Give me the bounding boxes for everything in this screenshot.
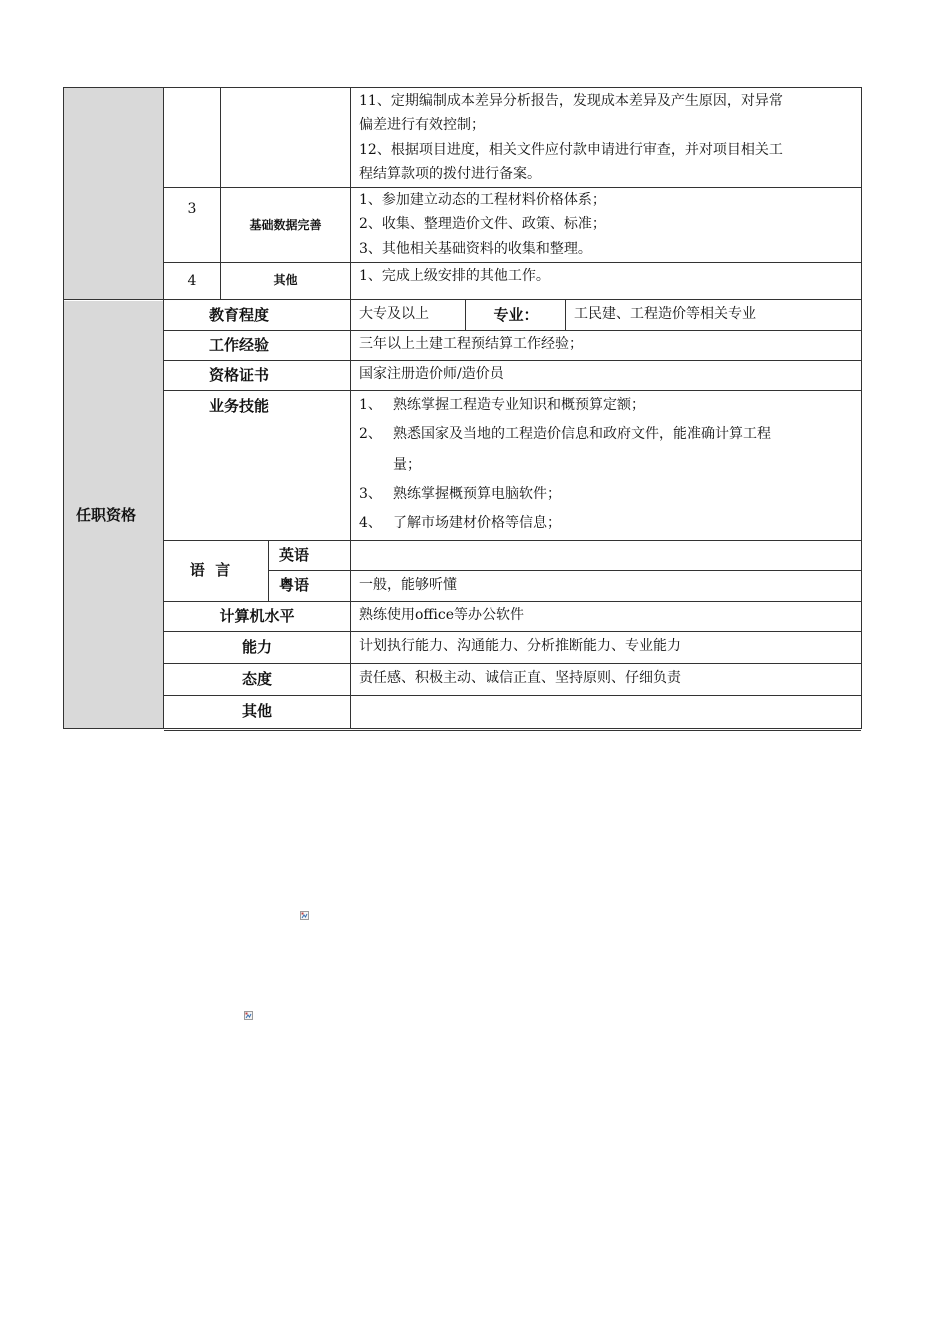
cantonese-value: 一般，能够听懂 [359,577,457,593]
skills-label: 业务技能 [208,397,269,415]
language-label: 语 言 [189,561,231,579]
duty-line: 偏差进行有效控制； [359,117,485,133]
experience-value: 三年以上土建工程预结算工作经验； [359,336,583,352]
broken-image-icon [244,1005,253,1014]
skill-number: 1、 [359,397,382,413]
duty-line: 1、参加建立动态的工程材料价格体系； [359,192,606,208]
education-label: 教育程度 [208,306,269,324]
duty-line: 2、收集、整理造价文件、政策、标准； [359,216,606,232]
duty-line: 12、根据项目进度，相关文件应付款申请进行审查，并对项目相关工 [359,142,783,158]
certificate-value: 国家注册造价师/造价员 [359,366,504,382]
certificate-label: 资格证书 [208,366,269,384]
major-label: 专业： [493,306,539,324]
duty-line: 1、完成上级安排的其他工作。 [359,268,550,284]
education-value: 大专及以上 [359,306,429,322]
other-label: 其他 [241,702,272,720]
duty-line: 程结算款项的拨付进行备案。 [359,166,541,182]
computer-value: 熟练使用office等办公软件 [359,607,524,623]
skill-text: 量； [393,457,421,473]
cantonese-label: 粤语 [279,576,310,594]
major-value: 工民建、工程造价等相关专业 [574,306,756,322]
ability-value: 计划执行能力、沟通能力、分析推断能力、专业能力 [359,638,681,654]
broken-image-icon [300,905,309,914]
attitude-label: 态度 [241,670,272,688]
attitude-value: 责任感、积极主动、诚信正直、坚持原则、仔细负责 [359,670,681,686]
duty-name: 基础数据完善 [249,218,322,232]
skill-number: 3、 [359,486,382,502]
skill-text: 熟练掌握工程造专业知识和概预算定额； [393,397,645,413]
skill-text: 熟悉国家及当地的工程造价信息和政府文件，能准确计算工程 [393,426,771,442]
skill-text: 熟练掌握概预算电脑软件； [393,486,561,502]
ability-label: 能力 [241,638,272,656]
duty-number: 4 [187,273,197,289]
duty-number: 3 [187,201,197,217]
qualification-section-label: 任职资格 [75,506,136,524]
skill-number: 2、 [359,426,382,442]
duty-section-label-cell [64,88,163,300]
experience-label: 工作经验 [208,336,269,354]
duty-name: 其他 [273,273,298,287]
computer-label: 计算机水平 [219,607,295,625]
duty-line: 11、定期编制成本差异分析报告，发现成本差异及产生原因，对异常 [359,93,783,109]
english-label: 英语 [279,546,310,564]
skill-text: 了解市场建材价格等信息； [393,515,561,531]
duty-line: 3、其他相关基础资料的收集和整理。 [359,241,592,257]
skill-number: 4、 [359,515,382,531]
